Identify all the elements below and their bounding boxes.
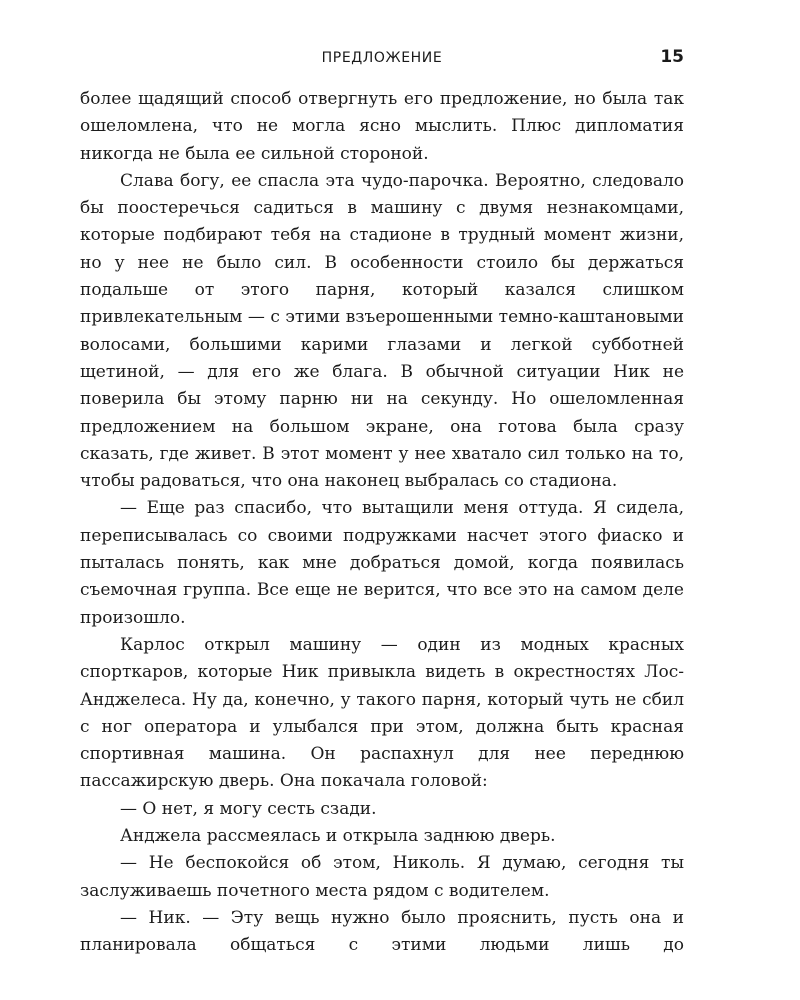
paragraph: — О нет, я могу сесть сзади. [120,798,377,819]
paragraph: — Еще раз спасибо, что вытащили меня оттуда. Я сидела, переписывалась со своими подружками насчет этого фиаско и пыталась понять, как мне добраться домой, когда появилась съемочная группа. Все еще не верится, что все это на самом деле произошло. [80,498,684,628]
paragraph: Карлос открыл машину — один из модных красных спорткаров, которые Ник привыкла видеть в окрестностях Лос-Анджелеса. Ну да, конечно, у такого парня, который чуть не сбил с ног оператора и улыбался при этом, должна быть красная спортивная машина. Он распахнул для нее переднюю пассажирскую дверь. Она покачала головой: [80,634,684,792]
paragraph: Слава богу, ее спасла эта чудо-парочка. Вероятно, следовало бы поостеречься садиться в машину с двумя незнакомцами, которые подбирают тебя на стадионе в трудный момент жизни, но у нее не было сил. В особенности стоило бы держаться подальше от этого парня, который казался слишком привлекательным — с этими взъерошенными темно-каштановыми волосами, большими карими глазами и легкой субботней щетиной, — для его же блага. В обычной ситуации Ник не поверила бы этому парню ни на секунду. Но ошеломленная предложением на большом экране, она готова была сразу сказать, где живет. В этот момент у нее хватало сил только на то, чтобы радоваться, что она наконец выбралась со стадиона. [80,170,684,492]
paragraph: Анджела рассмеялась и открыла заднюю дверь. [120,826,556,847]
paragraph: более щадящий способ отвергнуть его предложение, но была так ошеломлена, что не могла ясно мыслить. Плюс дипломатия никогда не была ее сильной стороной. [80,89,684,164]
paragraph: — Ник. — Эту вещь нужно было прояснить, пусть она и планировала общаться с этими людьми лишь до [80,907,684,956]
running-title: ПРЕДЛОЖЕНИЕ [321,50,443,66]
page-number: 15 [660,47,684,67]
running-header [80,47,684,71]
paragraph: — Не беспокойся об этом, Николь. Я думаю, сегодня ты заслуживаешь почетного места рядом с водителем. [80,853,684,901]
body-text [80,86,684,960]
